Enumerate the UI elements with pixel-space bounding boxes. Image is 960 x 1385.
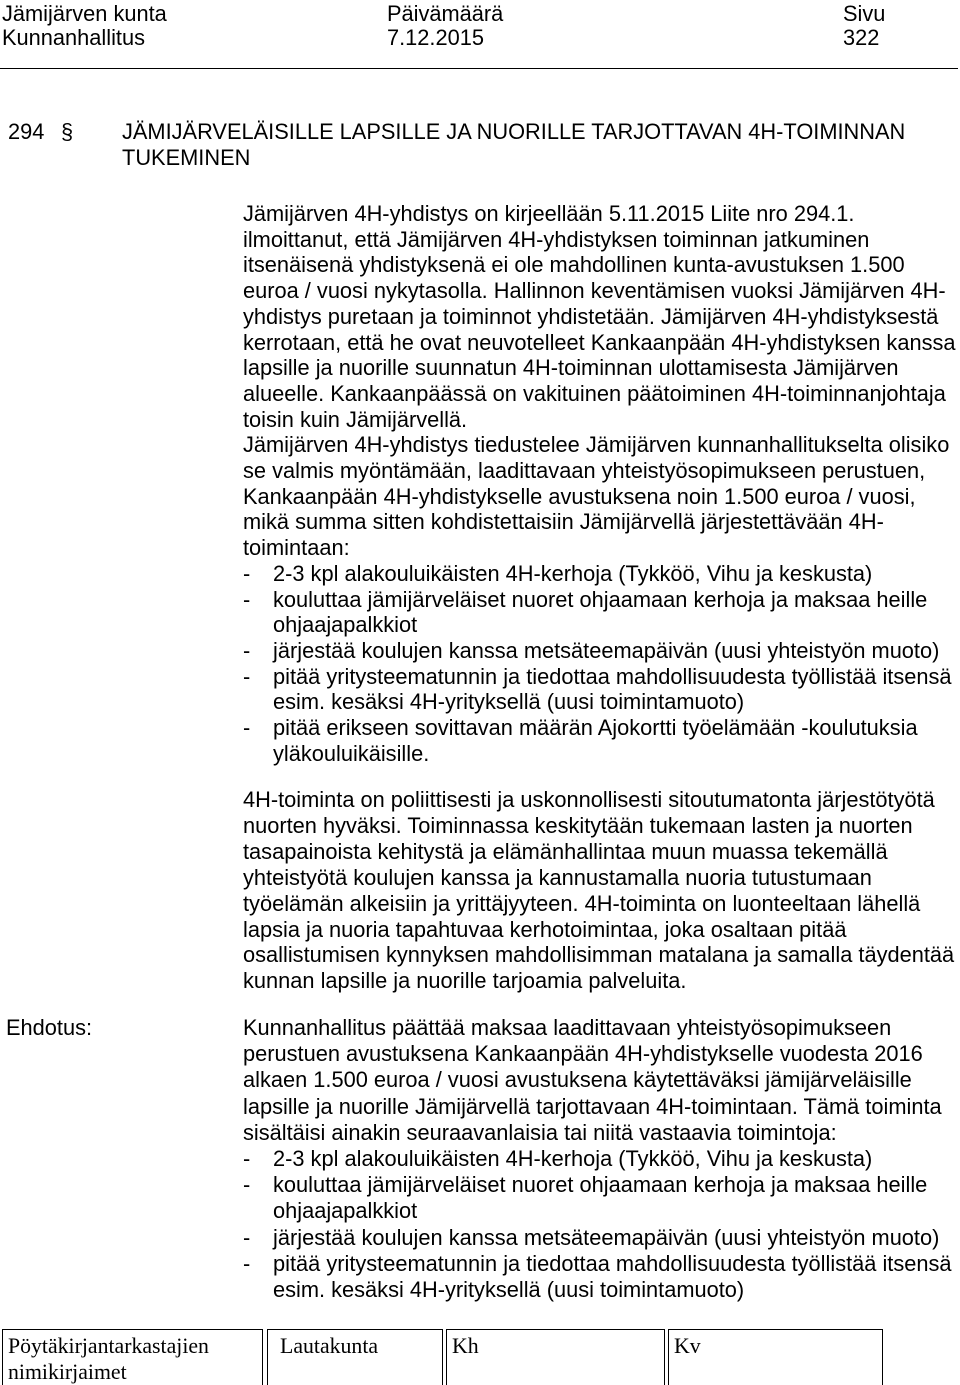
section-title: [122, 119, 905, 171]
text-line: kouluttaa jämijärveläiset nuoret ohjaamaan kerhoja ja maksaa heille: [273, 586, 928, 612]
text-line: toisin kuin Jämijärvellä.: [243, 406, 468, 432]
list-item: [243, 664, 956, 715]
list-item: [243, 561, 956, 587]
page-number: 322: [843, 24, 880, 50]
kh-label: Kh: [452, 1334, 479, 1358]
text-line: pitää yritysteematunnin ja tiedottaa mahdollisuudesta työllistää itsensä: [273, 1250, 952, 1276]
text-line: esim. kesäksi 4H-yrityksellä (uusi toimintamuoto): [273, 689, 745, 715]
list-dash: -: [243, 1224, 251, 1250]
text-line: Jämijärven 4H-yhdistys tiedustelee Jämijärven kunnanhallitukselta olisiko: [243, 432, 950, 458]
text-line: sisältäisi ainakin seuraavanlaisia tai niitä vastaavia toimintoja:: [243, 1119, 837, 1145]
text-line: mikä summa sitten kohdistettaisiin Jämijärvellä järjestettävään 4H-: [243, 509, 884, 535]
list-dash: -: [243, 560, 251, 586]
list-item: [243, 1225, 952, 1251]
text-line: nuorten hyväksi. Toiminnassa keskitytään tukemaan lasten ja nuorten: [243, 812, 913, 838]
text-line: kouluttaa jämijärveläiset nuoret ohjaamaan kerhoja ja maksaa heille: [273, 1172, 928, 1198]
text-line: itsenäisenä yhdistyksenä ei ole mahdollinen kunta-avustuksen 1.500: [243, 252, 905, 278]
text-line: tasapainoista kehitystä ja elämänhallintaa muun muassa tekemällä: [243, 838, 888, 864]
text-line: esim. kesäksi 4H-yrityksellä (uusi toimintamuoto): [273, 1277, 745, 1303]
list-item: [243, 638, 956, 664]
text-line: alkaen 1.500 euroa / vuosi avustuksena käytettäväksi jämijärveläisille: [243, 1067, 912, 1093]
letter-summary: [243, 201, 956, 766]
text-line: Kunnanhallitus päättää maksaa laadittavaan yhteistyösopimukseen: [243, 1015, 892, 1040]
text-line: lapsille ja nuorille suunnatun 4H-toiminnan ulottamisesta Jämijärven: [243, 355, 899, 381]
list-dash: -: [243, 637, 251, 663]
text-line: perustuen avustuksena Kankaanpään 4H-yhdistykselle vuodesta 2016: [243, 1041, 923, 1067]
date-label: Päivämäärä: [387, 1, 504, 26]
text-line: alueelle. Kankaanpäässä on vakituinen päätoiminen 4H-toiminnanjohtaja: [243, 380, 946, 406]
background-paragraph: [243, 787, 954, 994]
reviewers-label-line: nimikirjaimet: [8, 1360, 127, 1384]
header-date: [387, 2, 503, 49]
title-line: TUKEMINEN: [122, 145, 251, 170]
text-line: pitää erikseen sovittavan määrän Ajokortti työelämään -koulutuksia: [273, 715, 918, 741]
text-line: lapsia ja nuoria tapahtuvaa kerhotoimintaa, joka osaltaan pitää: [243, 916, 847, 942]
text-line: kerrotaan, että he ovat neuvotelleet Kankaanpään 4H-yhdistyksen kanssa: [243, 329, 956, 355]
text-line: Kankaanpään 4H-yhdistykselle avustuksena noin 1.500 euroa / vuosi,: [243, 483, 916, 509]
municipality-name: Jämijärven kunta: [2, 1, 167, 26]
text-line: ilmoittanut, että Jämijärven 4H-yhdistyksen toiminnan jatkuminen: [243, 226, 870, 252]
list-item: [243, 715, 956, 766]
list-dash: -: [243, 1172, 251, 1198]
text-line: lapsille ja nuorille Jämijärvellä tarjottavaan 4H-toimintaan. Tämä toiminta: [243, 1093, 942, 1119]
date-value: 7.12.2015: [387, 24, 484, 50]
kv-label: Kv: [674, 1334, 701, 1358]
text-line: se valmis myöntämään, laadittavaan yhteistyösopimukseen perustuen,: [243, 458, 926, 484]
text-line: kunnan lapsille ja nuorille tarjoamia palveluita.: [243, 968, 687, 994]
text-line: järjestää koulujen kanssa metsäteemapäivän (uusi yhteistyön muoto): [273, 1224, 940, 1250]
footer-kv-cell: [668, 1329, 883, 1385]
page-label: Sivu: [843, 1, 886, 26]
text-line: 4H-toiminta on poliittisesti ja uskonnollisesti sitoutumatonta järjestötyötä: [243, 787, 935, 812]
text-line: yläkouluikäisille.: [273, 740, 430, 766]
list-dash: -: [243, 1250, 251, 1276]
list-item: [243, 1251, 952, 1303]
text-line: pitää yritysteematunnin ja tiedottaa mahdollisuudesta työllistää itsensä: [273, 663, 952, 689]
list-dash: -: [243, 663, 251, 689]
list-dash: -: [243, 1146, 251, 1172]
text-line: järjestää koulujen kanssa metsäteemapäivän (uusi yhteistyön muoto): [273, 637, 940, 663]
reviewers-label-line: Pöytäkirjantarkastajien: [8, 1334, 209, 1358]
text-line: Jämijärven 4H-yhdistys on kirjeellään 5.11.2015 Liite nro 294.1.: [243, 201, 855, 226]
proposal-label: Ehdotus:: [6, 1015, 93, 1040]
proposal-text: [243, 1015, 952, 1303]
board-name: Kunnanhallitus: [2, 24, 145, 50]
letter-paragraph: [243, 201, 956, 432]
activity-list: [243, 561, 956, 767]
list-item: [243, 587, 956, 638]
text-line: toimintaan:: [243, 535, 350, 561]
text-line: ohjaajapalkkiot: [273, 612, 418, 638]
header-divider: [0, 68, 958, 69]
text-line: euroa / vuosi nykytasolla. Hallinnon keventämisen vuoksi Jämijärven 4H-: [243, 278, 946, 304]
text-line: ohjaajapalkkiot: [273, 1198, 418, 1224]
header-page: [843, 2, 885, 49]
title-line: JÄMIJÄRVELÄISILLE LAPSILLE JA NUORILLE TARJOTTAVAN 4H-TOIMINNAN: [122, 119, 906, 144]
header-organization: [2, 2, 167, 49]
text-line: 2-3 kpl alakouluikäisten 4H-kerhoja (Tykköö, Vihu ja keskusta): [273, 1146, 873, 1172]
text-line: yhdistys puretaan ja toiminnot yhdistetään. Jämijärven 4H-yhdistyksestä: [243, 303, 939, 329]
list-dash: -: [243, 715, 251, 741]
list-dash: -: [243, 586, 251, 612]
text-line: työelämän alkeisiin ja yrittäjyyteen. 4H-toiminta on luonteeltaan lähellä: [243, 890, 921, 916]
list-item: [243, 1172, 952, 1224]
committee-label: Lautakunta: [280, 1334, 379, 1358]
footer-committee-cell: [267, 1329, 443, 1385]
text-line: 2-3 kpl alakouluikäisten 4H-kerhoja (Tykköö, Vihu ja keskusta): [273, 560, 873, 586]
text-line: yhteistyötä koulujen kanssa ja kannustamalla nuoria tutustumaan: [243, 864, 872, 890]
list-item: [243, 1146, 952, 1172]
footer-reviewers-cell: [2, 1329, 263, 1385]
section-sign: §: [61, 119, 74, 144]
footer-kh-cell: [446, 1329, 665, 1385]
proposal-activity-list: [243, 1146, 952, 1303]
section-number: 294: [8, 119, 45, 144]
text-line: osallistumisen kynnyksen mahdollisimman matalana ja samalla täydentää: [243, 942, 955, 968]
letter-paragraph: [243, 432, 956, 561]
